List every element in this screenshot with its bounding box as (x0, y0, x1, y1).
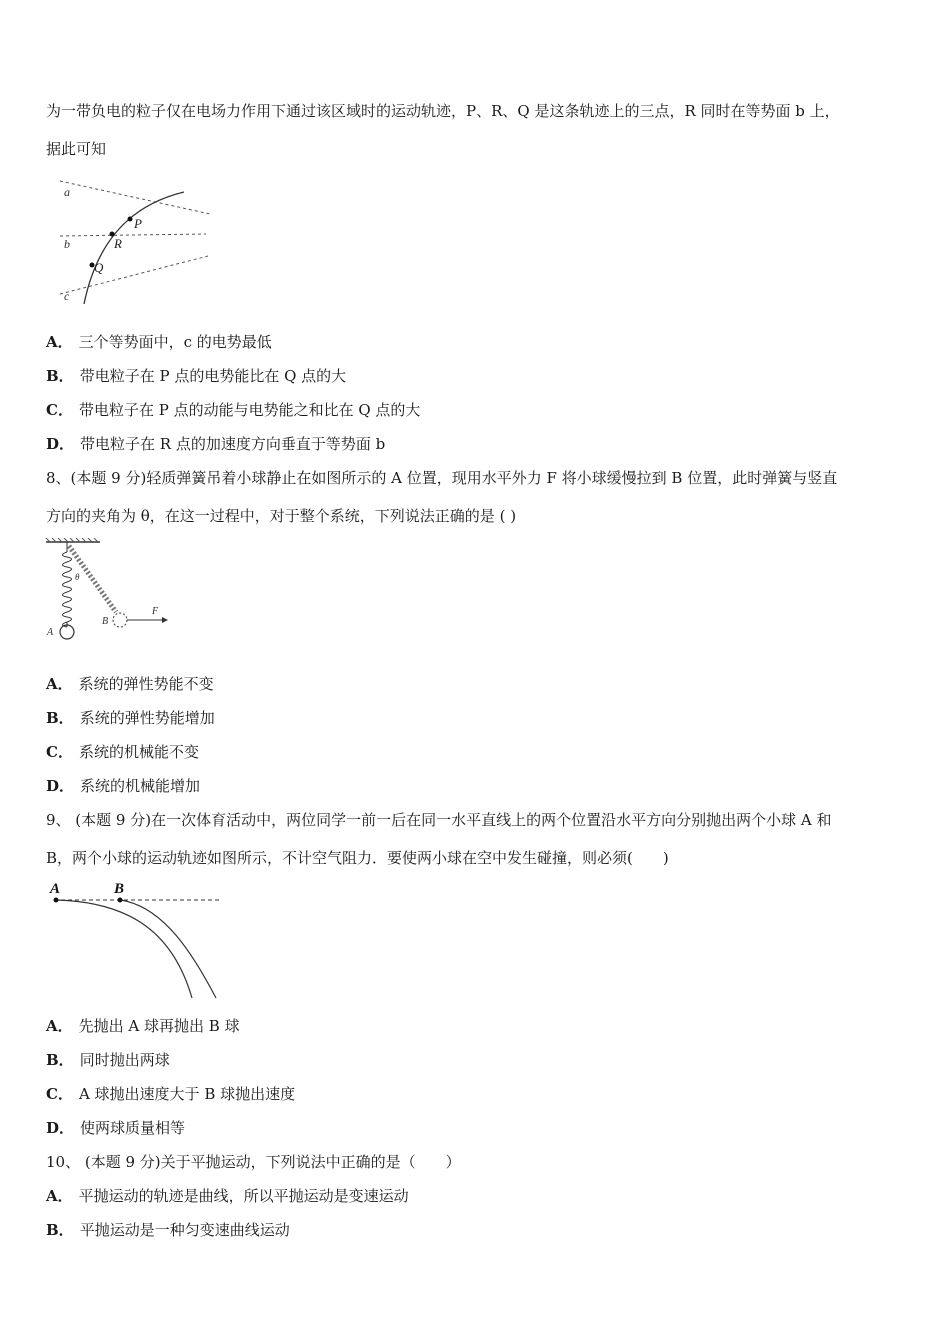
q8-spring-figure (44, 538, 174, 648)
option-key: A． (46, 675, 73, 693)
option-key: A． (46, 333, 73, 351)
equipotential-line-c (60, 256, 208, 294)
q9-stem-line2: B，两个小球的运动轨迹如图所示，不计空气阻力．要使两小球在空中发生碰撞，则必须( ) (46, 849, 669, 867)
option-text: 系统的弹性势能不变 (78, 675, 214, 693)
option-key: D． (46, 777, 75, 795)
q8-option-c[interactable] (46, 742, 199, 762)
q7-intro-line2: 据此可知 (46, 140, 107, 158)
launch-point-A (54, 898, 59, 903)
q7-option-d[interactable] (46, 434, 385, 454)
label-R: R (114, 236, 122, 251)
label-b: b (64, 237, 70, 251)
launch-point-B (118, 898, 123, 903)
q8-stem-line1: 8、(本题 9 分)轻质弹簧吊着小球静止在如图所示的 A 位置，现用水平外力 F 将小球缓慢拉到 B 位置，此时弹簧与竖直 (46, 469, 838, 487)
option-key: A． (46, 1017, 73, 1035)
label-F: F (152, 606, 159, 617)
option-text: 带电粒子在 P 点的电势能比在 Q 点的大 (79, 367, 347, 385)
q8-stem-line2: 方向的夹角为 θ，在这一过程中，对于整个系统，下列说法正确的是 ( ) (46, 507, 517, 525)
option-key: C． (46, 401, 73, 419)
q8-option-a[interactable] (46, 674, 214, 694)
equipotential-line-b (60, 234, 206, 236)
q8-option-d[interactable] (46, 776, 200, 796)
option-key: B． (46, 367, 74, 385)
label-c: c (64, 289, 70, 303)
spring-vertical (63, 552, 72, 627)
option-key: D． (46, 1119, 75, 1137)
option-key: A． (46, 1187, 73, 1205)
q10-option-a[interactable] (46, 1186, 409, 1206)
label-a: a (64, 185, 70, 199)
ball-at-B (113, 613, 127, 627)
option-key: C． (46, 743, 73, 761)
q7-intro-line1: 为一带负电的粒子仅在电场力作用下通过该区域时的运动轨迹，P、R、Q 是这条轨迹上的三点，R 同时在等势面 b 上， (46, 102, 840, 120)
option-text: A 球抛出速度大于 B 球抛出速度 (78, 1085, 296, 1103)
label-theta: θ (75, 572, 80, 582)
label-P: P (134, 216, 142, 231)
q9-trajectory-figure (44, 876, 229, 1001)
q9-option-b[interactable] (46, 1050, 170, 1070)
q10-stem-line1: 10、 (本题 9 分)关于平抛运动，下列说法中正确的是（ ） (46, 1153, 461, 1171)
option-text: 带电粒子在 P 点的动能与电势能之和比在 Q 点的大 (78, 401, 421, 419)
option-text: 系统的机械能增加 (80, 777, 201, 795)
option-key: C． (46, 1085, 73, 1103)
label-B: B (102, 616, 109, 627)
option-key: B． (46, 709, 74, 727)
equipotential-line-a (60, 181, 210, 214)
q7-option-a[interactable] (46, 332, 272, 352)
option-key: B． (46, 1051, 74, 1069)
option-text: 同时抛出两球 (79, 1051, 170, 1069)
q9-option-a[interactable] (46, 1016, 240, 1036)
option-text: 平抛运动的轨迹是曲线，所以平抛运动是变速运动 (78, 1187, 409, 1205)
option-key: B． (46, 1221, 74, 1239)
q9-option-d[interactable] (46, 1118, 185, 1138)
q10-option-b[interactable] (46, 1220, 290, 1240)
option-key: D． (46, 435, 75, 453)
q8-option-b[interactable] (46, 708, 215, 728)
option-text: 先抛出 A 球再抛出 B 球 (78, 1017, 240, 1035)
particle-trajectory (84, 192, 184, 304)
option-text: 平抛运动是一种匀变速曲线运动 (79, 1221, 290, 1239)
q7-equipotential-figure (46, 176, 216, 310)
option-text: 带电粒子在 R 点的加速度方向垂直于等势面 b (80, 435, 386, 453)
option-text: 使两球质量相等 (80, 1119, 186, 1137)
option-text: 系统的弹性势能增加 (79, 709, 215, 727)
q9-stem-line1: 9、 (本题 9 分)在一次体育活动中，两位同学一前一后在同一水平直线上的两个位置沿水平方向分别抛出两个小球 A 和 (46, 811, 832, 829)
q9-option-c[interactable] (46, 1084, 295, 1104)
ball-at-A (60, 625, 74, 639)
label-A: A (50, 881, 61, 897)
q7-option-c[interactable] (46, 400, 420, 420)
label-B: B (114, 881, 125, 897)
option-text: 三个等势面中，c 的电势最低 (78, 333, 272, 351)
label-Q: Q (94, 260, 104, 275)
option-text: 系统的机械能不变 (78, 743, 199, 761)
q7-option-b[interactable] (46, 366, 346, 386)
point-P (128, 217, 133, 222)
trajectory-A (56, 900, 192, 998)
label-A: A (47, 627, 54, 638)
